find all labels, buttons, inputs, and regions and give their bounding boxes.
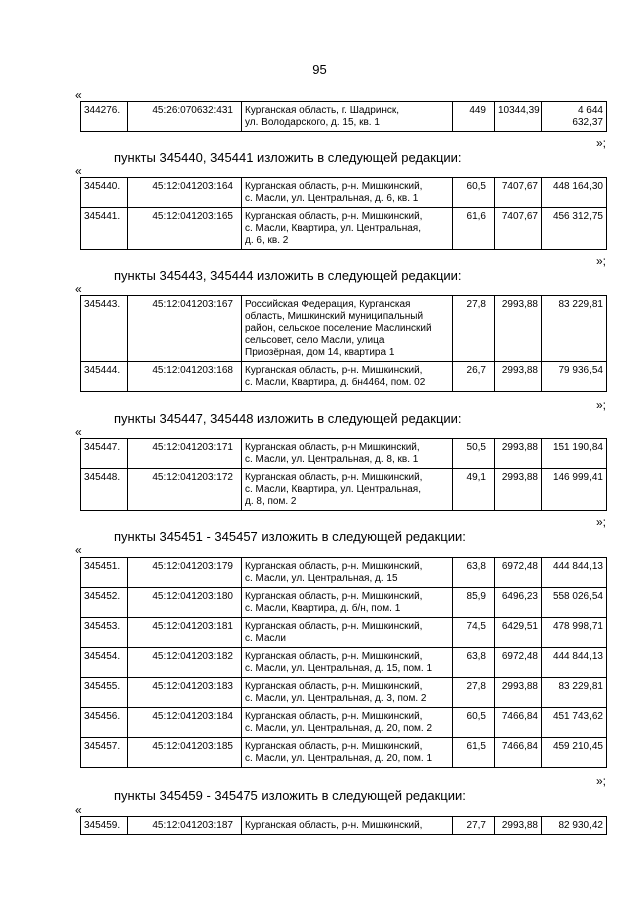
cadastral-number: 45:12:041203:181	[128, 618, 242, 648]
row-number: 345455.	[81, 678, 128, 708]
row-number: 345441.	[81, 208, 128, 250]
cadastral-number: 45:12:041203:172	[128, 469, 242, 511]
area: 61,5	[453, 738, 495, 768]
cadastral-number: 45:12:041203:187	[128, 817, 242, 835]
area: 49,1	[453, 469, 495, 511]
open-quote: «	[75, 88, 82, 102]
table-row	[81, 817, 607, 835]
area: 449	[453, 102, 495, 132]
address: Курганская область, р-н. Мишкинский, с. Масли, Квартира, ул. Центральная, д. 8, пом. 2	[242, 469, 453, 511]
table-row	[81, 588, 607, 618]
total-value: 451 743,62	[542, 708, 607, 738]
total-value: 146 999,41	[542, 469, 607, 511]
instruction-text: пункты 345443, 345444 изложить в следующей редакции:	[114, 268, 462, 283]
unit-price: 2993,88	[495, 296, 542, 362]
cadastral-number: 45:12:041203:168	[128, 362, 242, 392]
total-value: 459 210,45	[542, 738, 607, 768]
table-row	[81, 558, 607, 588]
cadastral-number: 45:12:041203:184	[128, 708, 242, 738]
address: Курганская область, р-н. Мишкинский, с. Масли, ул. Центральная, д. 20, пом. 1	[242, 738, 453, 768]
address: Курганская область, р-н. Мишкинский,	[242, 817, 453, 835]
close-quote: »;	[596, 774, 607, 788]
address: Курганская область, р-н. Мишкинский, с. Масли, ул. Центральная, д. 20, пом. 2	[242, 708, 453, 738]
table-row	[81, 708, 607, 738]
area: 26,7	[453, 362, 495, 392]
row-number: 345453.	[81, 618, 128, 648]
address: Курганская область, р-н Мишкинский, с. Масли, ул. Центральная, д. 8, кв. 1	[242, 439, 453, 469]
row-number: 345444.	[81, 362, 128, 392]
instruction-text: пункты 345440, 345441 изложить в следующей редакции:	[114, 150, 462, 165]
total-value: 558 026,54	[542, 588, 607, 618]
address: Курганская область, р-н. Мишкинский, с. Масли, Квартира, д. б/н, пом. 1	[242, 588, 453, 618]
close-quote: »;	[596, 398, 607, 412]
cadastral-number: 45:12:041203:179	[128, 558, 242, 588]
table-row	[81, 208, 607, 250]
table-row	[81, 296, 607, 362]
area: 85,9	[453, 588, 495, 618]
area: 60,5	[453, 178, 495, 208]
area: 63,8	[453, 558, 495, 588]
cadastral-number: 45:12:041203:182	[128, 648, 242, 678]
unit-price: 6429,51	[495, 618, 542, 648]
area: 60,5	[453, 708, 495, 738]
row-number: 345452.	[81, 588, 128, 618]
property-table	[80, 177, 607, 250]
instruction-text: пункты 345451 - 345457 изложить в следующей редакции:	[114, 529, 466, 544]
table-row	[81, 102, 607, 132]
area: 27,7	[453, 817, 495, 835]
unit-price: 2993,88	[495, 362, 542, 392]
total-value: 478 998,71	[542, 618, 607, 648]
area: 61,6	[453, 208, 495, 250]
table-row	[81, 618, 607, 648]
total-value: 4 644 632,37	[542, 102, 607, 132]
address: Курганская область, р-н. Мишкинский, с. Масли, ул. Центральная, д. 15, пом. 1	[242, 648, 453, 678]
unit-price: 2993,88	[495, 817, 542, 835]
row-number: 345440.	[81, 178, 128, 208]
address: Курганская область, г. Шадринск, ул. Володарского, д. 15, кв. 1	[242, 102, 453, 132]
total-value: 448 164,30	[542, 178, 607, 208]
open-quote: «	[75, 164, 82, 178]
unit-price: 2993,88	[495, 439, 542, 469]
unit-price: 7407,67	[495, 178, 542, 208]
open-quote: «	[75, 543, 82, 557]
cadastral-number: 45:12:041203:183	[128, 678, 242, 708]
address: Курганская область, р-н. Мишкинский, с. Масли, Квартира, д. бн4464, пом. 02	[242, 362, 453, 392]
open-quote: «	[75, 803, 82, 817]
row-number: 345454.	[81, 648, 128, 678]
unit-price: 6972,48	[495, 648, 542, 678]
unit-price: 7407,67	[495, 208, 542, 250]
cadastral-number: 45:12:041203:185	[128, 738, 242, 768]
close-quote: »;	[596, 254, 607, 268]
row-number: 345459.	[81, 817, 128, 835]
cadastral-number: 45:12:041203:180	[128, 588, 242, 618]
row-number: 345448.	[81, 469, 128, 511]
property-table	[80, 438, 607, 511]
total-value: 444 844,13	[542, 558, 607, 588]
total-value: 151 190,84	[542, 439, 607, 469]
unit-price: 10344,39	[495, 102, 542, 132]
instruction-text: пункты 345447, 345448 изложить в следующей редакции:	[114, 411, 462, 426]
cadastral-number: 45:12:041203:165	[128, 208, 242, 250]
cadastral-number: 45:12:041203:171	[128, 439, 242, 469]
table-row	[81, 738, 607, 768]
close-quote: »;	[596, 515, 607, 529]
open-quote: «	[75, 425, 82, 439]
row-number: 344276.	[81, 102, 128, 132]
instruction-text: пункты 345459 - 345475 изложить в следующей редакции:	[114, 788, 466, 803]
area: 27,8	[453, 296, 495, 362]
row-number: 345443.	[81, 296, 128, 362]
area: 63,8	[453, 648, 495, 678]
total-value: 456 312,75	[542, 208, 607, 250]
table-row	[81, 362, 607, 392]
property-table	[80, 816, 607, 835]
area: 27,8	[453, 678, 495, 708]
address: Российская Федерация, Курганская область, Мишкинский муниципальный район, сельское поселение Маслинский сельсовет, село Масли, улица Приозёрная, дом 14, квартира 1	[242, 296, 453, 362]
property-table	[80, 295, 607, 392]
table-row	[81, 678, 607, 708]
cadastral-number: 45:26:070632:431	[128, 102, 242, 132]
table-row	[81, 439, 607, 469]
open-quote: «	[75, 282, 82, 296]
row-number: 345451.	[81, 558, 128, 588]
row-number: 345457.	[81, 738, 128, 768]
table-row	[81, 469, 607, 511]
unit-price: 7466,84	[495, 738, 542, 768]
row-number: 345447.	[81, 439, 128, 469]
unit-price: 7466,84	[495, 708, 542, 738]
unit-price: 2993,88	[495, 678, 542, 708]
table-row	[81, 648, 607, 678]
total-value: 82 930,42	[542, 817, 607, 835]
unit-price: 2993,88	[495, 469, 542, 511]
unit-price: 6496,23	[495, 588, 542, 618]
address: Курганская область, р-н. Мишкинский, с. Масли, Квартира, ул. Центральная, д. 6, кв. 2	[242, 208, 453, 250]
address: Курганская область, р-н. Мишкинский, с. Масли, ул. Центральная, д. 3, пом. 2	[242, 678, 453, 708]
cadastral-number: 45:12:041203:164	[128, 178, 242, 208]
cadastral-number: 45:12:041203:167	[128, 296, 242, 362]
page-number: 95	[312, 62, 327, 77]
property-table	[80, 101, 607, 132]
address: Курганская область, р-н. Мишкинский, с. Масли, ул. Центральная, д. 15	[242, 558, 453, 588]
table-row	[81, 178, 607, 208]
property-table	[80, 557, 607, 768]
area: 50,5	[453, 439, 495, 469]
unit-price: 6972,48	[495, 558, 542, 588]
area: 74,5	[453, 618, 495, 648]
total-value: 83 229,81	[542, 678, 607, 708]
close-quote: »;	[596, 136, 607, 150]
total-value: 79 936,54	[542, 362, 607, 392]
row-number: 345456.	[81, 708, 128, 738]
address: Курганская область, р-н. Мишкинский, с. Масли	[242, 618, 453, 648]
total-value: 83 229,81	[542, 296, 607, 362]
total-value: 444 844,13	[542, 648, 607, 678]
address: Курганская область, р-н. Мишкинский, с. Масли, ул. Центральная, д. 6, кв. 1	[242, 178, 453, 208]
